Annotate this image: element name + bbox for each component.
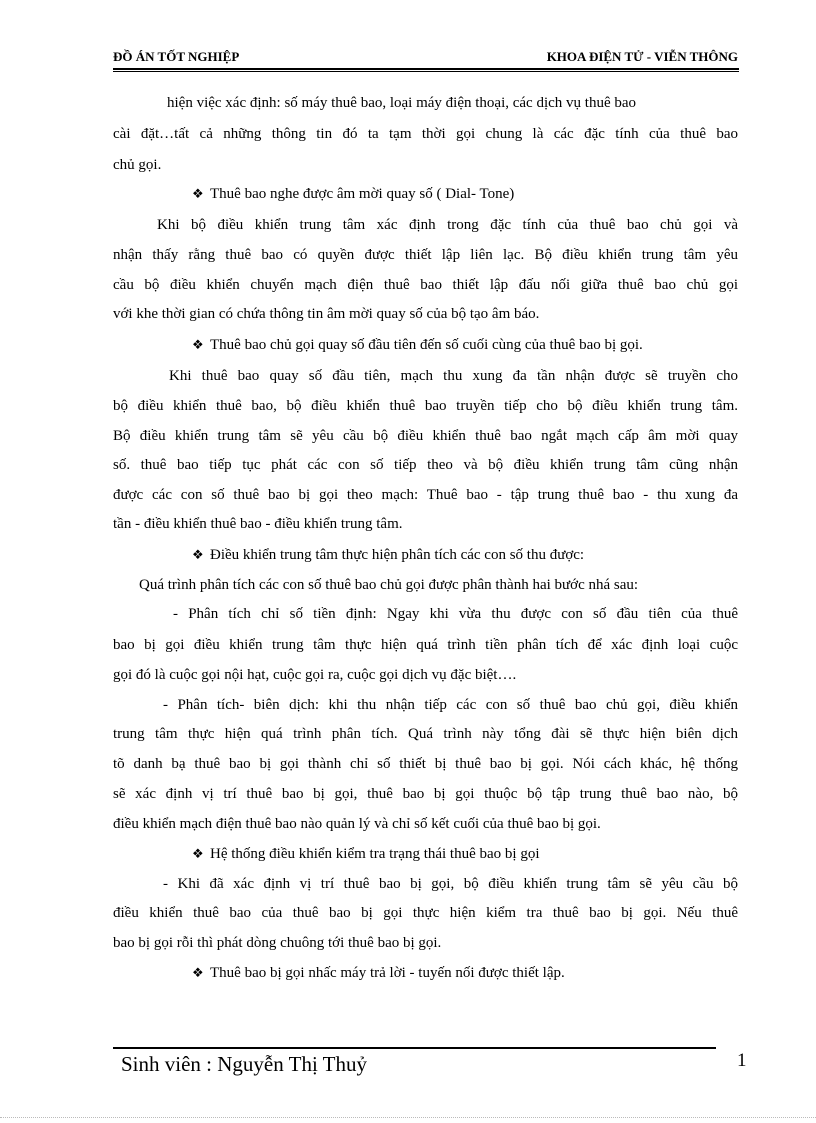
text-line: bộ điều khiển thuê bao, bộ điều khiển thuê bao truyền tiếp cho bộ điều khiển trung tâm. [113, 398, 738, 414]
text-line: điều khiển thuê bao của thuê bao bị gọi thực hiện kiểm tra thuê bao bị gọi. Nếu thuê [113, 905, 738, 921]
text-line: bao bị gọi rỗi thì phát dòng chuông tới thuê bao bị gọi. [113, 935, 442, 951]
diamond-bullet-icon: ❖ [192, 547, 204, 562]
diamond-bullet-icon: ❖ [192, 846, 204, 861]
bullet-item [192, 845, 540, 863]
text-line: - Khi đã xác định vị trí thuê bao bị gọi, bộ điều khiển trung tâm sẽ yêu cầu bộ [163, 876, 738, 892]
text-line: trung tâm thực hiện quá trình phân tích. Quá trình này tổng đài sẽ thực hiện biên dịch [113, 726, 738, 742]
header-title-left: ĐỒ ÁN TỐT NGHIỆP [113, 49, 240, 64]
text-line: Khi bộ điều khiển trung tâm xác định trong đặc tính của thuê bao chủ gọi và [157, 217, 738, 233]
bullet-item [192, 185, 514, 203]
text-line: Bộ điều khiển trung tâm sẽ yêu cầu bộ điều khiển thuê bao ngắt mạch cấp âm mời quay [113, 428, 738, 444]
bullet-text: Điều khiển trung tâm thực hiện phân tích các con số thu được: [210, 547, 585, 563]
bullet-item [192, 336, 643, 354]
bullet-text: Hệ thống điều khiển kiểm tra trạng thái thuê bao bị gọi [210, 846, 540, 862]
text-line: với khe thời gian có chứa thông tin âm mời quay số của bộ tạo âm báo. [113, 306, 540, 322]
bullet-text: Thuê bao chủ gọi quay số đầu tiên đến số cuối cùng của thuê bao bị gọi. [210, 337, 643, 353]
footer-student-name: Sinh viên : Nguyễn Thị Thuỷ [121, 1052, 367, 1076]
text-line: gọi đó là cuộc gọi nội hạt, cuộc gọi ra, cuộc gọi dịch vụ đặc biệt…. [113, 667, 517, 683]
text-line: Khi thuê bao quay số đầu tiên, mạch thu xung đa tần nhận được sẽ truyền cho [169, 368, 738, 384]
footer-rule [113, 1047, 716, 1049]
text-line: cầu bộ điều khiển chuyển mạch điện thuê bao thiết lập đấu nối giữa thuê bao chủ gọi [113, 277, 738, 293]
text-line: - Phân tích- biên dịch: khi thu nhận tiếp các con số thuê bao chủ gọi, điều khiển [163, 697, 738, 713]
header-rule [113, 68, 739, 70]
text-line: tõ danh bạ thuê bao bị gọi thành chỉ số thiết bị thuê bao bị gọi. Nói cách khác, hệ thống [113, 756, 738, 772]
header-rule-thin [113, 71, 739, 72]
text-line: chủ gọi. [113, 157, 162, 173]
text-line: sẽ xác định vị trí thuê bao bị gọi, thuê bao bị gọi thuộc bộ tập trung thuê bao nào, bộ [113, 786, 738, 802]
bullet-item [192, 964, 565, 982]
text-line: nhận thấy rằng thuê bao có quyền được thiết lập liên lạc. Bộ điều khiển trung tâm yêu [113, 247, 738, 263]
bullet-item [192, 546, 584, 564]
page-header [113, 46, 738, 68]
text-line: - Phân tích chỉ số tiền định: Ngay khi vừa thu được con số đầu tiên của thuê [173, 606, 738, 622]
text-line: điều khiển mạch điện thuê bao nào quản lý và chỉ số kết cuối của thuê bao bị gọi. [113, 816, 601, 832]
text-line: bao bị gọi điều khiển trung tâm thực hiện quá trình tiền phân tích để xác định loại cuộc [113, 637, 738, 653]
page-number: 1 [737, 1050, 747, 1071]
text-line: hiện việc xác định: số máy thuê bao, loại máy điện thoại, các dịch vụ thuê bao [167, 95, 637, 111]
page-edge-dotted [0, 1117, 816, 1118]
diamond-bullet-icon: ❖ [192, 337, 204, 352]
bullet-text: Thuê bao nghe được âm mời quay số ( Dial- Tone) [210, 186, 515, 202]
text-line: số. thuê bao tiếp tục phát các con số tiếp theo và bộ điều khiển trung tâm cũng nhận [113, 457, 738, 473]
text-line: tần - điều khiển thuê bao - điều khiển trung tâm. [113, 516, 403, 532]
diamond-bullet-icon: ❖ [192, 186, 204, 201]
text-line: cài đặt…tất cả những thông tin đó ta tạm thời gọi chung là các đặc tính của thuê bao [113, 126, 738, 142]
text-line: được các con số thuê bao bị gọi theo mạch: Thuê bao - tập trung thuê bao - thu xung đa [113, 487, 738, 503]
header-title-right: KHOA ĐIỆN TỬ - VIỄN THÔNG [546, 49, 738, 64]
diamond-bullet-icon: ❖ [192, 965, 204, 980]
text-line: Quá trình phân tích các con số thuê bao chủ gọi được phân thành hai bước nhá sau: [139, 577, 639, 593]
bullet-text: Thuê bao bị gọi nhấc máy trả lời - tuyến nối được thiết lập. [210, 965, 565, 981]
